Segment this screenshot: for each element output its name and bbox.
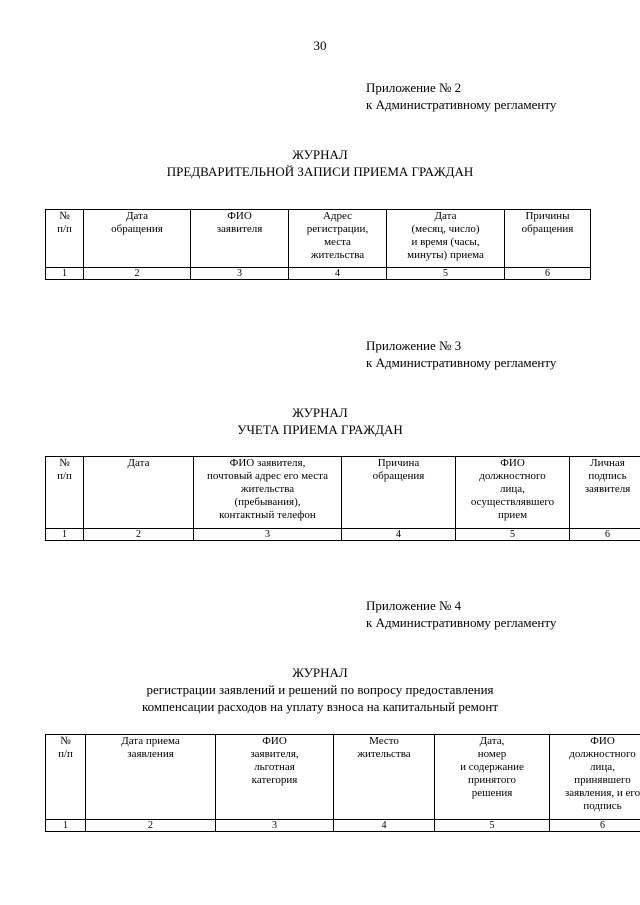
appendix-reference: к Административному регламенту xyxy=(366,355,557,370)
appendix-number: Приложение № 3 xyxy=(366,338,462,353)
title-line: компенсации расходов на уплату взноса на капитальный ремонт xyxy=(141,699,499,714)
header-cell: Дата xyxy=(84,457,194,529)
header-cell: Дата приема заявления xyxy=(86,735,216,820)
column-number: 1 xyxy=(46,268,84,280)
column-number: 2 xyxy=(86,820,216,832)
title-line: ЖУРНАЛ xyxy=(292,405,348,420)
header-cell: Место жительства xyxy=(334,735,435,820)
page-number: 30 xyxy=(313,38,327,53)
header-cell: Личная подпись заявителя xyxy=(570,457,640,529)
compensation-journal-table xyxy=(45,734,640,832)
header-cell: ФИО должностного лица, принявшего заявления, и его подпись xyxy=(550,735,640,820)
column-number-row xyxy=(46,820,640,832)
column-number: 2 xyxy=(84,268,191,280)
column-number: 4 xyxy=(334,820,435,832)
column-number: 5 xyxy=(456,529,570,541)
column-number: 5 xyxy=(387,268,505,280)
column-number: 5 xyxy=(435,820,550,832)
header-cell: Дата обращения xyxy=(84,210,191,268)
header-cell: ФИО заявителя, почтовый адрес его места жительства (пребывания), контактный телефон xyxy=(194,457,342,529)
title-line: ПРЕДВАРИТЕЛЬНОЙ ЗАПИСИ ПРИЕМА ГРАЖДАН xyxy=(166,164,474,179)
column-number: 2 xyxy=(84,529,194,541)
header-cell: № п/п xyxy=(46,457,84,529)
appendix-number: Приложение № 2 xyxy=(366,80,462,95)
column-number: 3 xyxy=(216,820,334,832)
title-line: регистрации заявлений и решений по вопросу предоставления xyxy=(146,682,494,697)
journal-title-2 xyxy=(0,404,640,438)
header-cell: Причины обращения xyxy=(505,210,591,268)
title-line: УЧЕТА ПРИЕМА ГРАЖДАН xyxy=(237,422,403,437)
column-number: 4 xyxy=(342,529,456,541)
appendix-4-header xyxy=(366,597,556,631)
column-number: 3 xyxy=(194,529,342,541)
header-cell: Адрес регистрации, места жительства xyxy=(289,210,387,268)
column-number: 1 xyxy=(46,820,86,832)
column-number-row xyxy=(46,529,640,541)
column-number: 6 xyxy=(550,820,640,832)
journal-title-1 xyxy=(0,146,640,180)
header-cell: Дата (месяц, число) и время (часы, минуты) приема xyxy=(387,210,505,268)
header-row xyxy=(46,735,640,820)
header-cell: № п/п xyxy=(46,735,86,820)
column-number: 3 xyxy=(191,268,289,280)
appendix-3-header xyxy=(366,337,556,371)
header-cell: Причина обращения xyxy=(342,457,456,529)
pre-registration-journal-table xyxy=(45,209,591,280)
title-line: ЖУРНАЛ xyxy=(292,147,348,162)
appendix-2-header xyxy=(366,79,556,113)
title-line: ЖУРНАЛ xyxy=(292,665,348,680)
reception-journal-table xyxy=(45,456,640,541)
header-row xyxy=(46,457,640,529)
journal-title-3 xyxy=(0,664,640,715)
column-number-row xyxy=(46,268,591,280)
header-cell: № п/п xyxy=(46,210,84,268)
column-number: 4 xyxy=(289,268,387,280)
header-cell: ФИО заявителя xyxy=(191,210,289,268)
column-number: 6 xyxy=(505,268,591,280)
column-number: 6 xyxy=(570,529,640,541)
column-number: 1 xyxy=(46,529,84,541)
header-row xyxy=(46,210,591,268)
appendix-reference: к Административному регламенту xyxy=(366,615,557,630)
header-cell: ФИО заявителя, льготная категория xyxy=(216,735,334,820)
appendix-number: Приложение № 4 xyxy=(366,598,462,613)
appendix-reference: к Административному регламенту xyxy=(366,97,557,112)
header-cell: ФИО должностного лица, осуществлявшего прием xyxy=(456,457,570,529)
header-cell: Дата, номер и содержание принятого решения xyxy=(435,735,550,820)
